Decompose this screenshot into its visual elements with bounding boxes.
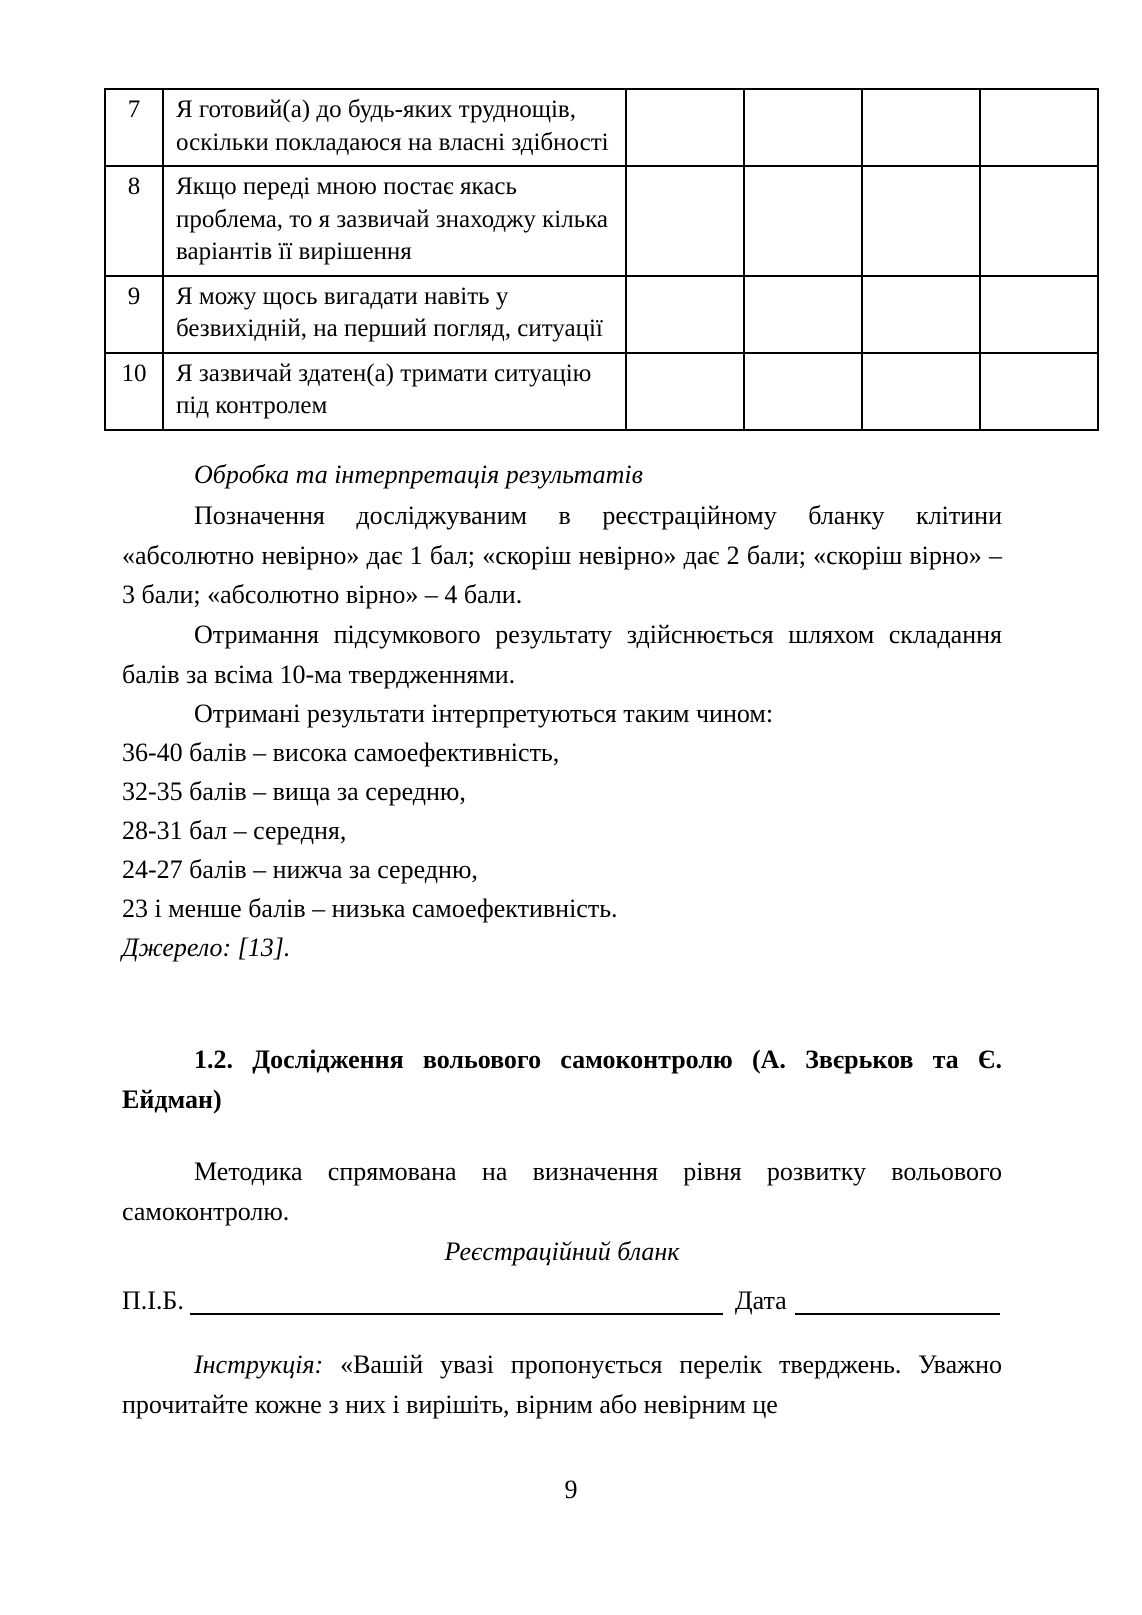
- row-statement: Я можу щось вигадати навіть у безвихідній, на перший погляд, ситуації: [163, 276, 626, 353]
- name-input[interactable]: [190, 1312, 723, 1315]
- answer-cell-3[interactable]: [862, 89, 980, 166]
- answer-cell-4[interactable]: [980, 89, 1098, 166]
- answer-cell-3[interactable]: [862, 166, 980, 276]
- scale-item-below-average: 24-27 балів – нижча за середню,: [122, 855, 478, 884]
- date-input[interactable]: [795, 1312, 1000, 1315]
- source-citation: Джерело: [13].: [122, 933, 291, 962]
- answer-cell-3[interactable]: [862, 276, 980, 353]
- answer-cell-2[interactable]: [744, 166, 862, 276]
- processing-paragraph-2: Отримання підсумкового результату здійснюється шляхом складання балів за всіма 10-ма твердженнями.: [122, 620, 1002, 689]
- scale-item-average: 28-31 бал – середня,: [122, 816, 347, 845]
- questionnaire-table: [104, 88, 1099, 431]
- scale-item-high: 36-40 балів – висока самоефективність,: [122, 738, 560, 767]
- row-statement: Я готовий(а) до будь-яких труднощів, оскільки покладаюся на власні здібності: [163, 89, 626, 166]
- date-label: Дата: [734, 1286, 787, 1315]
- answer-cell-2[interactable]: [744, 89, 862, 166]
- section-heading: 1.2. Дослідження вольового самоконтролю (А. Звєрьков та Є. Ейдман): [122, 1045, 1002, 1114]
- section-intro: Методика спрямована на визначення рівня розвитку вольового самоконтролю.: [122, 1157, 1002, 1226]
- answer-cell-4[interactable]: [980, 166, 1098, 276]
- row-number: 8: [105, 166, 163, 276]
- answer-cell-1[interactable]: [626, 276, 744, 353]
- row-number: 7: [105, 89, 163, 166]
- answer-cell-1[interactable]: [626, 353, 744, 430]
- page-number: 9: [564, 1475, 578, 1504]
- processing-paragraph-3: Отримані результати інтерпретуються таким чином:: [194, 699, 774, 728]
- row-number: 10: [105, 353, 163, 430]
- instruction-text: «Вашій увазі пропонується перелік тверджень. Уважно прочитайте кожне з них і вирішіть, вірним або невірним це: [122, 1350, 1003, 1419]
- answer-cell-4[interactable]: [980, 276, 1098, 353]
- instruction-paragraph: [122, 1345, 1002, 1424]
- answer-cell-1[interactable]: [626, 89, 744, 166]
- answer-cell-3[interactable]: [862, 353, 980, 430]
- name-label: П.І.Б.: [122, 1286, 184, 1315]
- row-statement: Якщо переді мною постає якась проблема, то я зазвичай знаходжу кілька варіантів її вирішення: [163, 166, 626, 276]
- row-statement: Я зазвичай здатен(а) тримати ситуацію під контролем: [163, 353, 626, 430]
- scale-item-low: 23 і менше балів – низька самоефективність.: [122, 894, 618, 923]
- processing-heading: Обробка та інтерпретація результатів: [194, 460, 643, 489]
- registration-form-row: [122, 1281, 1002, 1321]
- instruction-spacer: [323, 1350, 340, 1379]
- answer-cell-4[interactable]: [980, 353, 1098, 430]
- table-row: [105, 89, 1098, 166]
- table-row: [105, 166, 1098, 276]
- table-body: [105, 89, 1098, 430]
- registration-form-title: Реєстраційний бланк: [444, 1237, 680, 1266]
- answer-cell-1[interactable]: [626, 166, 744, 276]
- answer-cell-2[interactable]: [744, 276, 862, 353]
- answer-cell-2[interactable]: [744, 353, 862, 430]
- table-row: [105, 353, 1098, 430]
- instruction-label: Інструкція:: [194, 1350, 324, 1379]
- table-row: [105, 276, 1098, 353]
- row-number: 9: [105, 276, 163, 353]
- scale-item-above-average: 32-35 балів – вища за середню,: [122, 777, 466, 806]
- processing-paragraph-1: Позначення досліджуваним в реєстраційному бланку клітини «абсолютно невірно» дає 1 бал; «скоріш невірно» дає 2 бали; «скоріш вірно» – 3 бали; «абсолютно вірно» – 4 бали.: [122, 501, 1002, 610]
